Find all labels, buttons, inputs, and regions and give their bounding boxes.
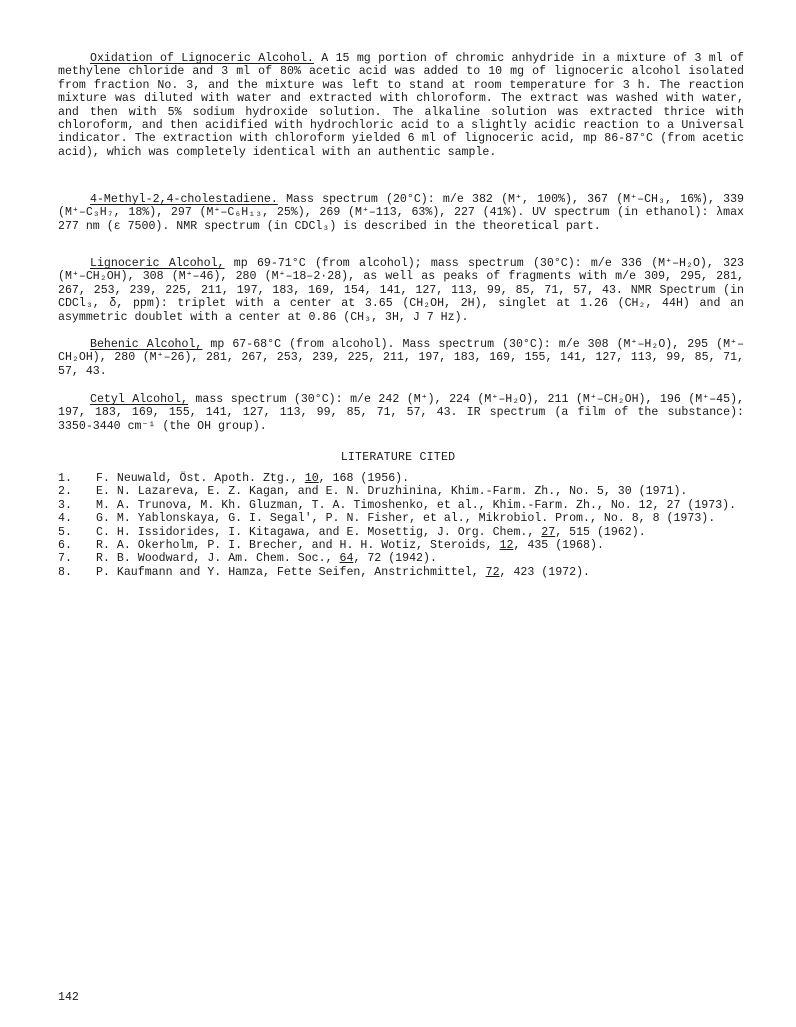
reference-volume: 27 — [541, 525, 556, 539]
paragraph-heading: Oxidation of Lignoceric Alcohol. — [90, 52, 314, 65]
paragraph-body: mp 67-68°C (from alcohol). Mass spectrum (30°C): m/e 308 (M⁺–H₂O), 295 (M⁺–CH₂OH), 280 (M⁺–26), 281, 267, 253, 239, 225, 211, 197, 183, 169, 155, 141, 127, 113, 99, 85, 71, 57, 43. — [58, 338, 744, 378]
reference-number: 8. — [58, 565, 72, 579]
reference-item — [58, 485, 748, 498]
reference-citation: R. B. Woodward, J. Am. Chem. Soc., — [96, 552, 340, 566]
reference-text — [96, 526, 748, 539]
reference-item — [58, 472, 748, 485]
reference-number: 6. — [58, 539, 72, 553]
reference-number: 2. — [58, 485, 72, 499]
reference-citation: F. Neuwald, Öst. Apoth. Ztg., — [96, 472, 305, 485]
paragraph-cetyl-alcohol — [58, 393, 744, 433]
reference-number: 5. — [58, 525, 72, 539]
paragraph-heading: Behenic Alcohol, — [90, 338, 203, 351]
reference-citation: E. N. Lazareva, E. Z. Kagan, and E. N. Druzhinina, Khim.-Farm. Zh., No. 5, 30 (1971). — [96, 485, 688, 499]
reference-number: 7. — [58, 552, 72, 566]
reference-citation: C. H. Issidorides, I. Kitagawa, and E. Mosettig, J. Org. Chem., — [96, 525, 542, 539]
reference-pages: , 168 (1956). — [318, 472, 410, 485]
paragraph-heading: Cetyl Alcohol, — [90, 393, 188, 406]
reference-text — [96, 472, 748, 485]
reference-citation: M. A. Trunova, M. Kh. Gluzman, T. A. Timoshenko, et al., Khim.-Farm. Zh., No. 12, 27 (1973). — [96, 498, 737, 512]
reference-item — [58, 526, 748, 539]
reference-citation: R. A. Okerholm, P. I. Brecher, and H. H. Wotiz, Steroids, — [96, 539, 500, 553]
reference-number: 4. — [58, 512, 72, 526]
reference-text — [96, 512, 748, 525]
reference-item — [58, 512, 748, 525]
reference-text — [96, 499, 748, 512]
paragraph-lignoceric-alcohol — [58, 257, 744, 324]
paragraph-heading: 4-Methyl-2,4-cholestadiene. — [90, 193, 278, 206]
reference-volume: 10 — [304, 472, 319, 485]
reference-item — [58, 499, 748, 512]
reference-pages: , 515 (1962). — [555, 525, 646, 539]
literature-cited-heading: LITERATURE CITED — [340, 451, 456, 464]
reference-volume: 12 — [499, 539, 514, 553]
reference-text — [96, 539, 748, 552]
paragraph-oxidation — [58, 52, 744, 159]
reference-pages: , 435 (1968). — [513, 539, 604, 553]
reference-pages: , 423 (1972). — [499, 565, 590, 579]
reference-volume: 72 — [485, 565, 500, 579]
paragraph-body: mp 69-71°C (from alcohol); mass spectrum (30°C): m/e 336 (M⁺–H₂O), 323 (M⁺–CH₂OH), 308 (M⁺–46), 280 (M⁺–18–2·28), as well as peaks of fragments with m/e 309, 295, 281, 267, 253, 239, 225, 211, 197, 183, 169, 154, 141, 127, 113, 99, 85, 71, 57, 43. NMR Spectrum (in CDCl₃, δ, ppm): triplet with a center at 3.65 (CH₂OH, 2H), singlet at 1.26 (CH₂, 44H) and an asymmetric doublet with a center at 0.86 (CH₃, 3H, J 7 Hz). — [58, 257, 744, 324]
reference-text — [96, 566, 748, 579]
reference-text — [96, 485, 748, 498]
reference-item — [58, 552, 748, 565]
reference-text — [96, 552, 748, 565]
page-number: 142 — [58, 991, 79, 1004]
reference-item — [58, 539, 748, 552]
reference-volume: 64 — [339, 552, 354, 566]
reference-pages: , 72 (1942). — [353, 552, 437, 566]
reference-citation: P. Kaufmann and Y. Hamza, Fette Seifen, Anstrichmittel, — [96, 565, 486, 579]
reference-citation: G. M. Yablonskaya, G. I. Segal', P. N. Fisher, et al., Mikrobiol. Prom., No. 8, 8 (1973). — [96, 512, 716, 526]
paragraph-behenic-alcohol — [58, 338, 744, 378]
reference-number: 3. — [58, 498, 72, 512]
paragraph-methyl-cholestadiene — [58, 193, 744, 233]
reference-item — [58, 566, 748, 579]
paragraph-body: A 15 mg portion of chromic anhydride in a mixture of 3 ml of methylene chloride and 3 ml of 80% acetic acid was added to 10 mg of lignoceric alcohol isolated from fraction No. 3, and the mixture was left to stand at room temperature for 3 h. The reaction mixture was diluted with water and extracted with chloroform. The extract was washed with water, and then with 5% sodium hydroxide solution. The alkaline solution was extracted thrice with chloroform, and then acidified with hydrochloric acid to a slightly acidic reaction to a Universal indicator. The extraction with chloroform yielded 6 ml of lignoceric acid, mp 86-87°C (from acetic acid), which was completely identical with an authentic sample. — [58, 52, 745, 159]
reference-number: 1. — [58, 472, 72, 485]
reference-list — [58, 472, 748, 579]
paragraph-body: mass spectrum (30°C): m/e 242 (M⁺), 224 (M⁺–H₂O), 211 (M⁺–CH₂OH), 196 (M⁺–45), 197, 183, 169, 155, 141, 127, 113, 99, 85, 71, 57, 43. IR spectrum (a film of the substance): 3350-3440 cm⁻¹ (the OH group). — [58, 393, 744, 433]
paragraph-heading: Lignoceric Alcohol, — [90, 257, 225, 270]
paragraph-body: Mass spectrum (20°C): m/e 382 (M⁺, 100%), 367 (M⁺–CH₃, 16%), 339 (M⁺–C₃H₇, 18%), 297 (M⁺–C₆H₁₃, 25%), 269 (M⁺–113, 63%), 227 (41%). UV spectrum (in ethanol): λmax 277 nm (ε 7500). NMR spectrum (in CDCl₃) is described in the theoretical part. — [58, 193, 744, 233]
